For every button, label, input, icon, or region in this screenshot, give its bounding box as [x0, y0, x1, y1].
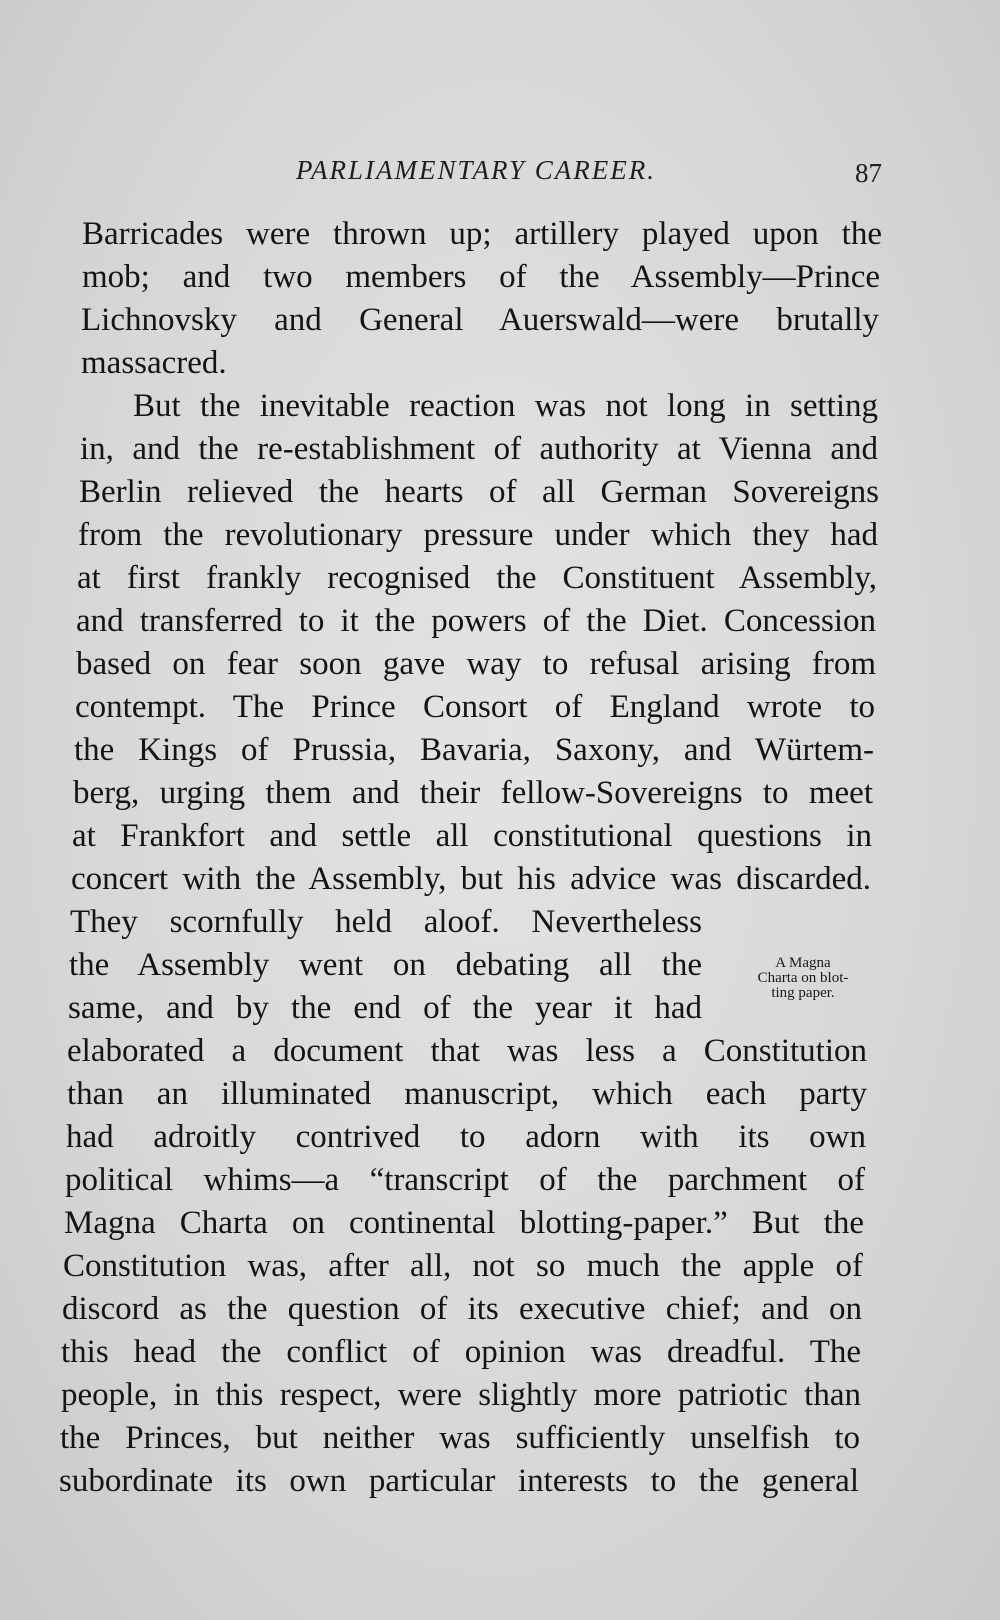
- text-line-10: and transferred to it the powers of the Diet. Concession: [76, 603, 876, 639]
- text-line-21: than an illuminated manuscript, which each party: [67, 1076, 867, 1112]
- text-line-27: this head the conflict of opinion was dreadful. The: [61, 1334, 861, 1370]
- text-line-16: concert with the Assembly, but his advice was discarded.: [71, 861, 871, 897]
- text-line-15: at Frankfort and settle all constitutional questions in: [72, 818, 872, 854]
- margin-note: [728, 956, 878, 1001]
- text-line-11: based on fear soon gave way to refusal arising from: [76, 646, 876, 682]
- text-line-18: the Assembly went on debating all the: [69, 947, 702, 983]
- text-line-29: the Princes, but neither was sufficiently unselfish to: [60, 1420, 860, 1456]
- text-line-9: at first frankly recognised the Constituent Assembly,: [77, 560, 877, 596]
- text-line-6: in, and the re-establishment of authority at Vienna and: [80, 431, 878, 467]
- text-line-14: berg, urging them and their fellow-Sovereigns to meet: [73, 775, 873, 811]
- text-line-5: But the inevitable reaction was not long in setting: [133, 388, 878, 424]
- text-line-23: political whims—a “transcript of the parchment of: [65, 1162, 865, 1198]
- text-line-24: Magna Charta on continental blotting-paper.” But the: [64, 1205, 864, 1241]
- margin-note-line-3: ting paper.: [771, 985, 835, 1001]
- text-line-1: Barricades were thrown up; artillery played upon the: [82, 216, 882, 252]
- text-line-19: same, and by the end of the year it had: [68, 990, 702, 1026]
- text-line-4: massacred.: [81, 345, 227, 381]
- text-line-3: Lichnovsky and General Auerswald—were brutally: [81, 302, 879, 338]
- text-line-13: the Kings of Prussia, Bavaria, Saxony, and Würtem-: [74, 732, 874, 768]
- margin-note-line-2: Charta on blot-: [757, 970, 849, 986]
- text-line-22: had adroitly contrived to adorn with its own: [66, 1119, 866, 1155]
- text-line-20: elaborated a document that was less a Constitution: [67, 1033, 867, 1069]
- text-line-25: Constitution was, after all, not so much the apple of: [63, 1248, 863, 1284]
- margin-note-line-1: A Magna: [775, 955, 831, 971]
- text-line-12: contempt. The Prince Consort of England wrote to: [75, 689, 875, 725]
- page-number: 87: [855, 158, 882, 188]
- text-line-30: subordinate its own particular interests to the general: [59, 1463, 859, 1499]
- text-line-8: from the revolutionary pressure under which they had: [78, 517, 878, 553]
- text-line-7: Berlin relieved the hearts of all German Sovereigns: [79, 474, 879, 510]
- text-line-28: people, in this respect, were slightly more patriotic than: [61, 1377, 861, 1413]
- text-line-17: They scornfully held aloof. Nevertheless: [70, 904, 702, 940]
- text-line-26: discord as the question of its executive chief; and on: [62, 1291, 862, 1327]
- text-line-2: mob; and two members of the Assembly—Prince: [82, 259, 880, 295]
- running-head: PARLIAMENTARY CAREER.: [296, 155, 656, 185]
